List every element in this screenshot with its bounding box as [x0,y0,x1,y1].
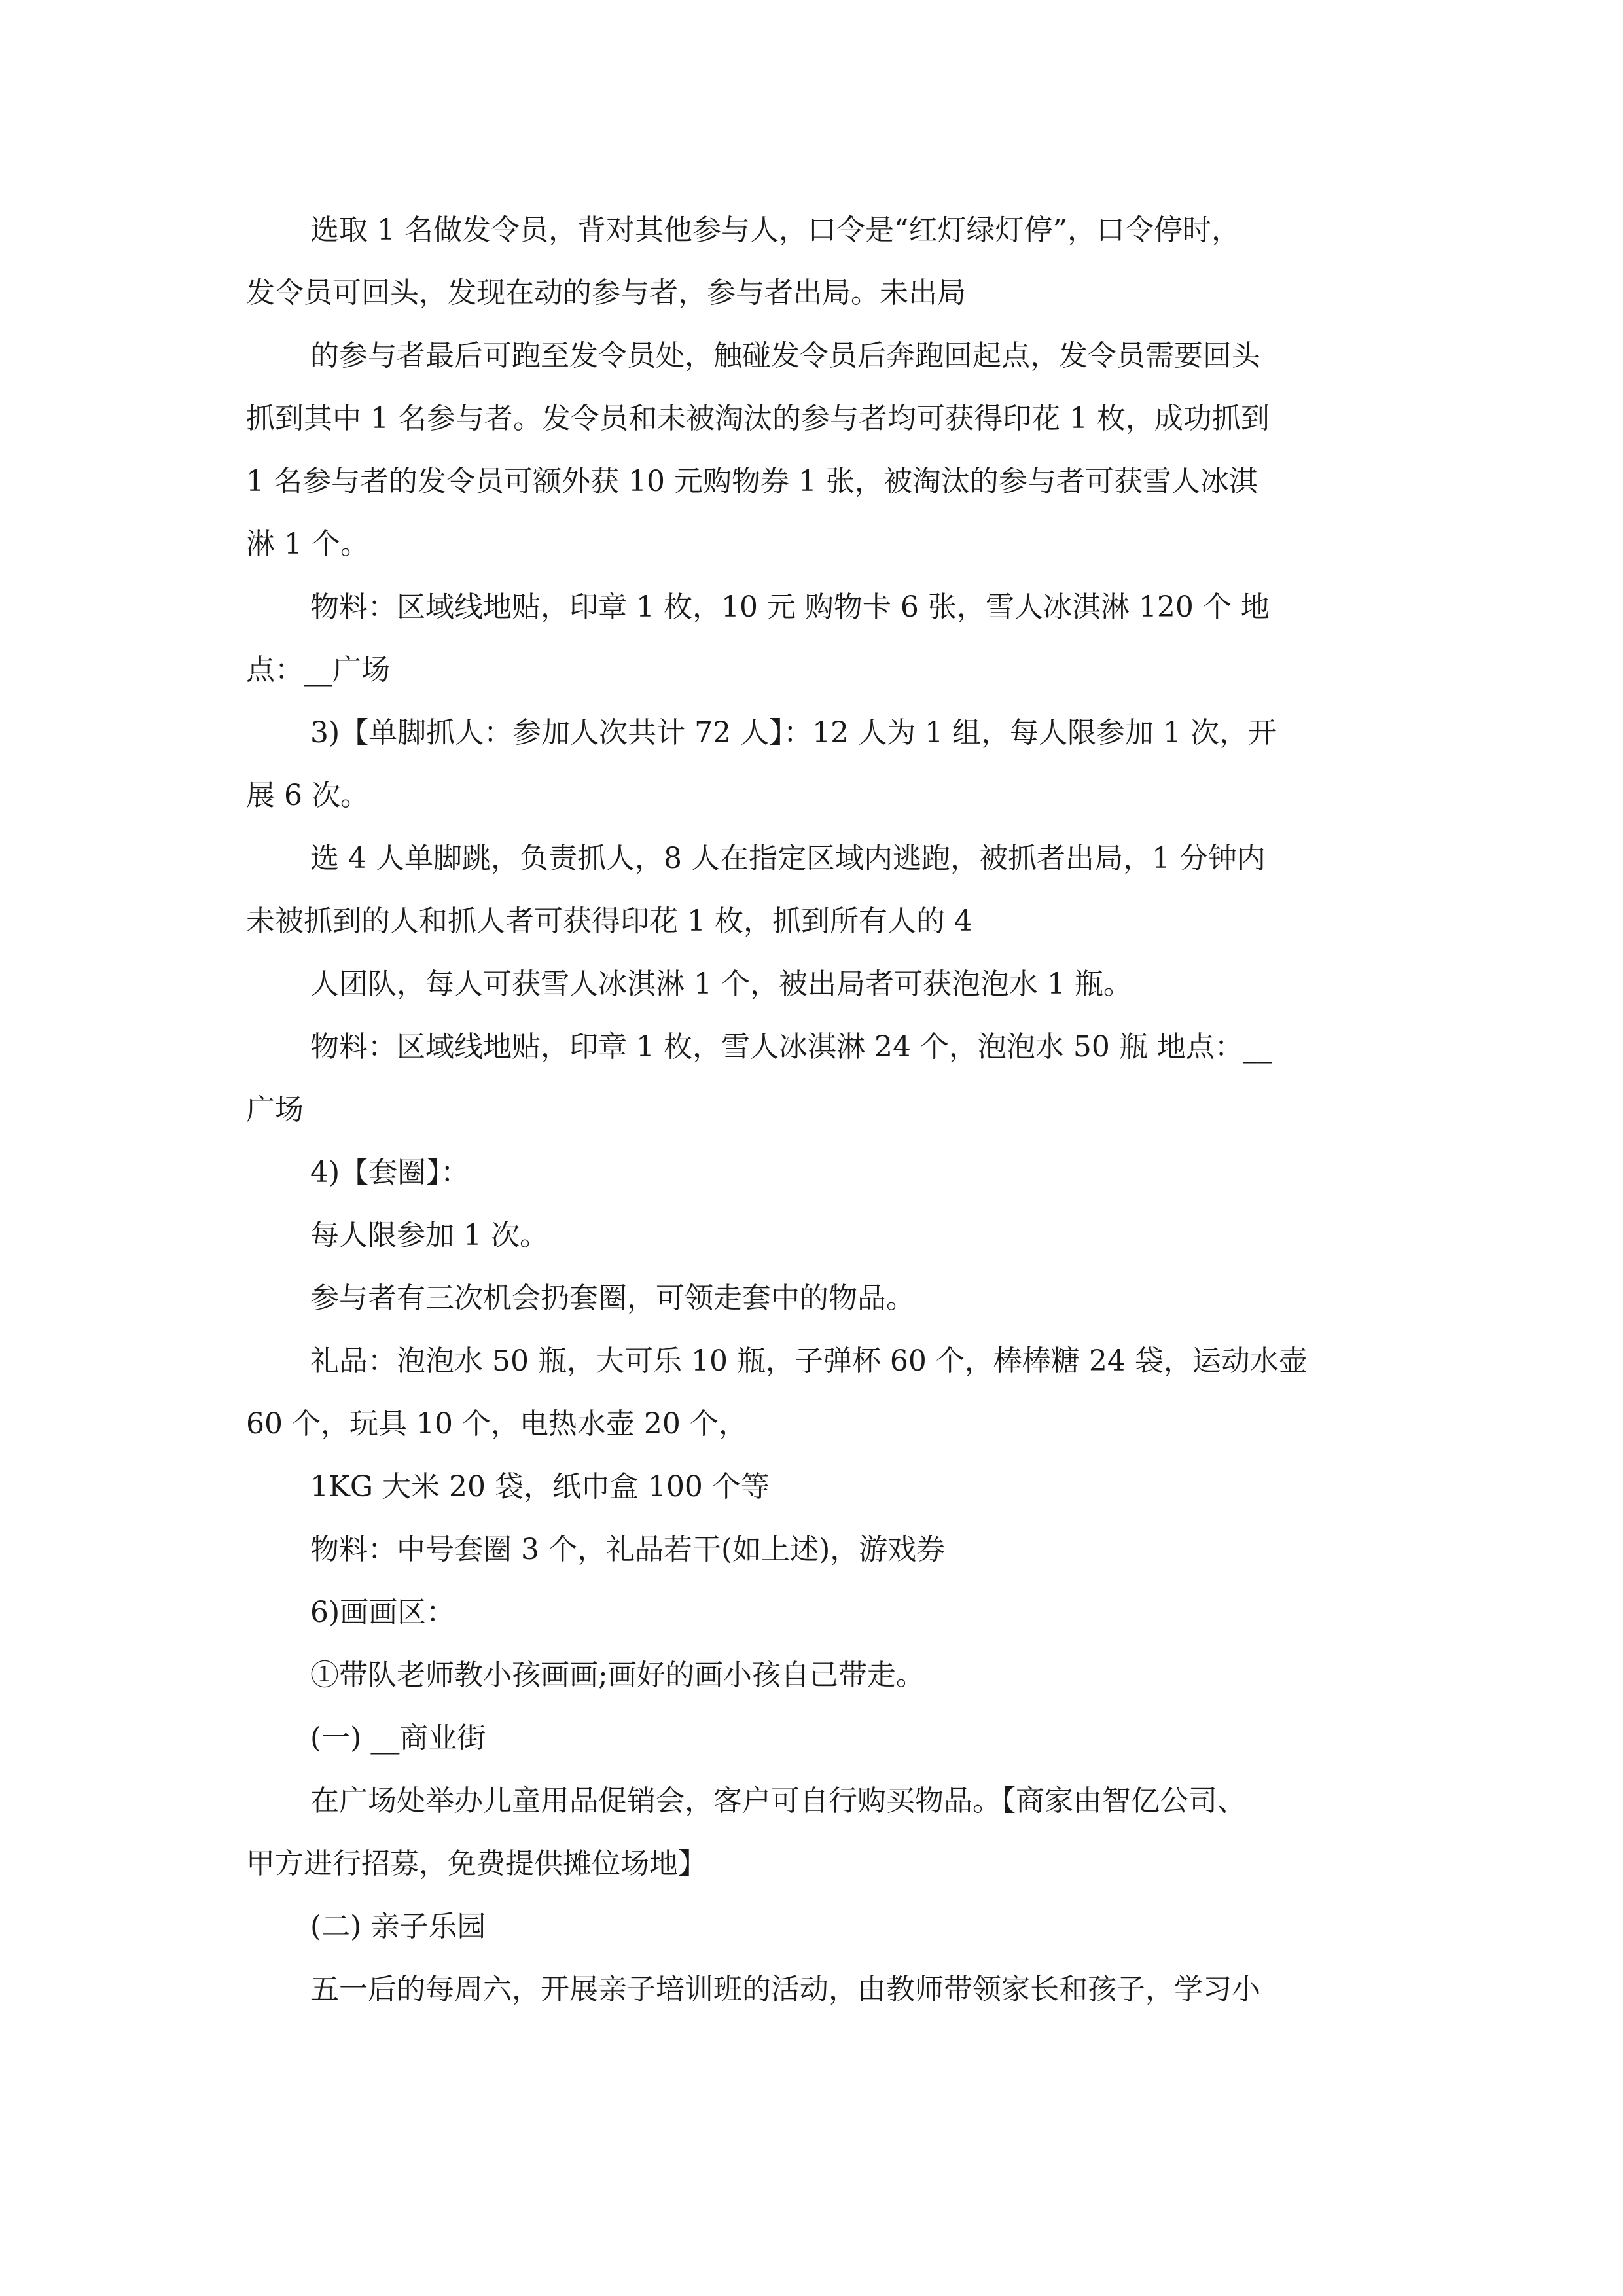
paragraph-line: 展 6 次。 [246,779,369,812]
paragraph-line: 1 名参与者的发令员可额外获 10 元购物券 1 张，被淘汰的参与者可获雪人冰淇 [246,465,1258,498]
paragraph-line: 60 个，玩具 10 个，电热水壶 20 个， [246,1407,747,1441]
paragraph-line: 甲方进行招募，免费提供摊位场地】 [246,1847,707,1880]
section-heading: (二) 亲子乐园 [310,1910,486,1943]
paragraph-line: 1KG 大米 20 袋，纸巾盒 100 个等 [310,1470,770,1503]
paragraph-line: 3)【单脚抓人：参加人次共计 72 人】：12 人为 1 组，每人限参加 1 次，开 [310,716,1277,749]
paragraph-line: ①带队老师教小孩画画;画好的画小孩自己带走。 [310,1659,925,1692]
paragraph-line: 五一后的每周六，开展亲子培训班的活动，由教师带领家长和孩子，学习小 [310,1973,1260,2006]
paragraph-line: 淋 1 个。 [246,528,369,561]
paragraph-line: 4)【套圈】： [310,1156,470,1189]
paragraph-line: 选取 1 名做发令员，背对其他参与人，口令是“红灯绿灯停”，口令停时， [310,213,1240,247]
paragraph-line: 广场 [246,1093,304,1126]
paragraph-line: 物料：区域线地贴，印章 1 枚，10 元 购物卡 6 张，雪人冰淇淋 120 个 地 [310,590,1270,624]
paragraph-line: 6)画画区： [310,1596,455,1629]
paragraph-line: 人团队，每人可获雪人冰淇淋 1 个，被出局者可获泡泡水 1 瓶。 [310,967,1132,1001]
paragraph-line: 在广场处举办儿童用品促销会，客户可自行购买物品。【商家由智亿公司、 [310,1784,1246,1818]
paragraph-line: 每人限参加 1 次。 [310,1219,548,1252]
paragraph-line: 未被抓到的人和抓人者可获得印花 1 枚，抓到所有人的 4 [246,905,972,938]
section-heading: (一) __商业街 [310,1721,486,1755]
paragraph-line: 参与者有三次机会扔套圈，可领走套中的物品。 [310,1282,915,1315]
paragraph-line: 抓到其中 1 名参与者。发令员和未被淘汰的参与者均可获得印花 1 枚，成功抓到 [246,402,1270,435]
paragraph-line: 礼品：泡泡水 50 瓶，大可乐 10 瓶，子弹杯 60 个，棒棒糖 24 袋，运动水壶 [310,1344,1308,1378]
paragraph-line: 物料：区域线地贴，印章 1 枚，雪人冰淇淋 24 个，泡泡水 50 瓶 地点：__ [310,1030,1272,1064]
paragraph-line: 的参与者最后可跑至发令员处，触碰发令员后奔跑回起点，发令员需要回头 [310,339,1260,372]
paragraph-line: 点：__广场 [246,653,390,687]
paragraph-line: 选 4 人单脚跳，负责抓人，8 人在指定区域内逃跑，被抓者出局，1 分钟内 [310,842,1266,875]
paragraph-line: 发令员可回头，发现在动的参与者，参与者出局。未出局 [246,276,966,310]
paragraph-line: 物料：中号套圈 3 个，礼品若干(如上述)，游戏券 [310,1533,946,1566]
